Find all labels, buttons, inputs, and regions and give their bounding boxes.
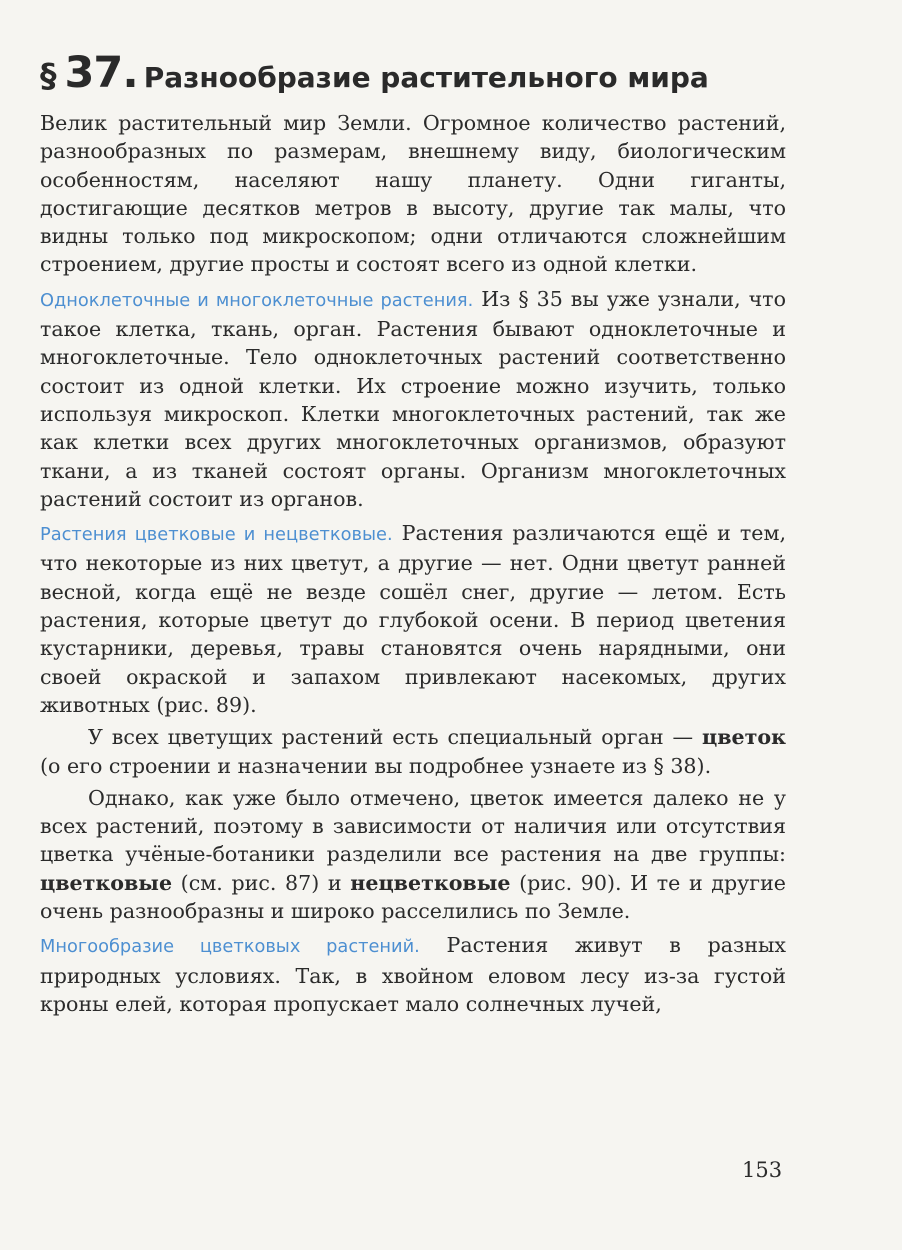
text-fragment: (рис. 90). И те и другие очень разнообразны и широко расселились по Земле.: [40, 870, 786, 924]
text-fragment: (о его строении и назначении вы подробнее узнаете из § 38).: [40, 753, 712, 778]
text-fragment: (см. рис. 87) и: [172, 870, 351, 895]
paragraph-diversity: [40, 931, 786, 1018]
subheading-diversity: Многообразие цветковых растений.: [40, 936, 420, 958]
textbook-page: [40, 48, 787, 1018]
subheading-unicellular: Одноклеточные и многоклеточные растения.: [40, 289, 474, 311]
section-symbol: §: [40, 56, 57, 95]
paragraph-flowering: [40, 519, 786, 719]
paragraph-diversity-body: Растения живут в разных природных условиях. Так, в хвойном еловом лесу из-за густой кроны елей, которая пропускает мало солнечных лучей,: [40, 933, 787, 1016]
text-fragment: Однако, как уже было отмечено, цветок имеется далеко не у всех растений, поэтому в зависимости от наличия или отсутствия цветка учёные-ботаники разделили все растения на две группы:: [40, 785, 786, 867]
paragraph-flowering-body: Растения различаются ещё и тем, что некоторые из них цветут, а другие — нет. Одни цветут ранней весной, когда ещё не везде сошёл снег, другие — летом. Есть растения, которые цветут до глубокой осени. В период цветения кустарники, деревья, травы становятся очень нарядными, они своей окраской и запахом привлекают насекомых, других животных (рис. 89).: [40, 521, 787, 717]
page-number: 153: [742, 1158, 783, 1182]
paragraph-unicellular: [40, 285, 786, 513]
paragraph-intro: Велик растительный мир Земли. Огромное количество растений, разнообразных по размерам, внешнему виду, биологическим особенностям, населяют нашу планету. Одни гиганты, достигающие десятков метров в высоту, другие так малы, что видны только под микроскопом; одни отличаются сложнейшим строением, другие просты и состоят всего из одной клетки.: [40, 111, 786, 277]
text-fragment: У всех цветущих растений есть специальный орган —: [88, 725, 702, 750]
term-flowering: цветковые: [40, 870, 173, 895]
term-non-flowering: нецветковые: [350, 870, 511, 895]
term-flower: цветок: [702, 725, 786, 750]
section-title-text: Разнообразие растительного мира: [143, 61, 709, 94]
paragraph-flower-organ: [40, 723, 786, 780]
section-number: 37.: [64, 48, 138, 98]
subheading-flowering: Растения цветковые и нецветковые.: [40, 524, 393, 546]
paragraph-groups: [40, 784, 786, 925]
section-title: [40, 48, 786, 98]
paragraph-unicellular-body: Из § 35 вы уже узнали, что такое клетка, ткань, орган. Растения бывают одноклеточные и многоклеточные. Тело одноклеточных растений соответственно состоит из одной клетки. Их строение можно изучить, только используя микроскоп. Клетки многоклеточных растений, так же как клетки всех других многоклеточных организмов, образуют ткани, а из тканей состоят органы. Организм многоклеточных растений состоит из органов.: [40, 286, 786, 511]
